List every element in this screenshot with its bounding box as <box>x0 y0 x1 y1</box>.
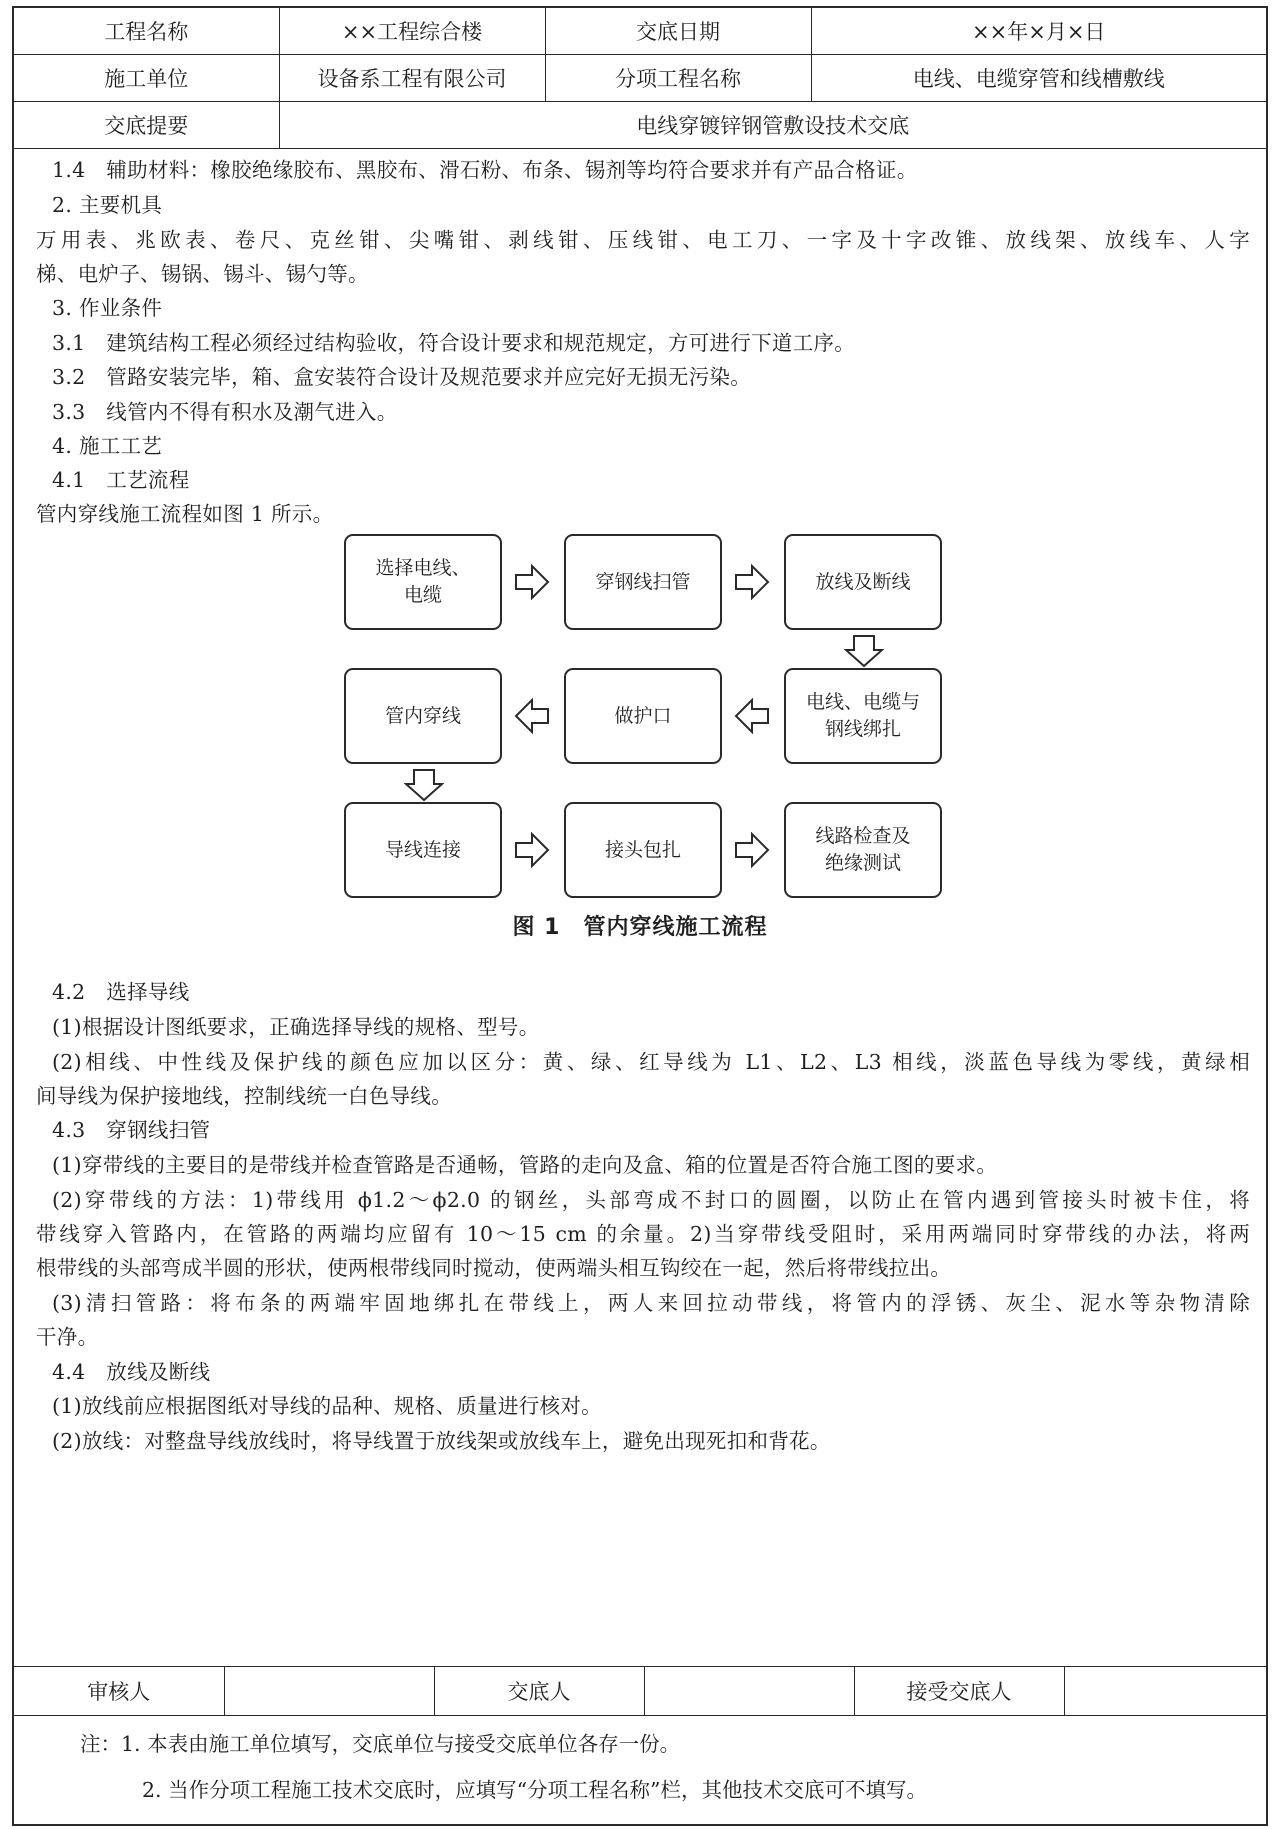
date-value: ××年×月×日 <box>811 8 1266 55</box>
flow-step-payout-cut: 放线及断线 <box>784 534 942 630</box>
body-line: (1)穿带线的主要目的是带线并检查管路是否通畅，管路的走向及盒、箱的位置是否符合施工图的要求。 <box>52 1153 998 1177</box>
flow-step-thread-wire: 管内穿线 <box>344 668 502 764</box>
body-line: 3.1 建筑结构工程必须经过结构验收，符合设计要求和规范规定，方可进行下道工序。 <box>52 331 856 355</box>
flow-step-test-insulation: 线路检查及 绝缘测试 <box>784 802 942 898</box>
flow-step-bind-wire: 电线、电缆与 钢线绑扎 <box>784 668 942 764</box>
note-line-2: 2. 当作分项工程施工技术交底时，应填写“分项工程名称”栏，其他技术交底可不填写。 <box>142 1778 928 1802</box>
body-line: 4.2 选择导线 <box>52 980 190 1004</box>
arrow-right-icon <box>514 832 550 868</box>
body-line: 万用表、兆欧表、卷尺、克丝钳、尖嘴钳、剥线钳、压线钳、电工刀、一字及十字改锥、放线架、放线车、人字 <box>36 228 1250 252</box>
arrow-left-icon <box>514 698 550 734</box>
unit-label: 施工单位 <box>14 55 279 102</box>
disclosure-body <box>14 148 1266 1680</box>
body-line: 4.1 工艺流程 <box>52 468 190 492</box>
body-line: 3.2 管路安装完毕，箱、盒安装符合设计及规范要求并应完好无损无污染。 <box>52 365 752 389</box>
body-line: (2)放线：对整盘导线放线时，将导线置于放线架或放线车上，避免出现死扣和背花。 <box>52 1429 831 1453</box>
body-line: 根带线的头部弯成半圆的形状，使两根带线同时搅动，使两端头相互钩绞在一起，然后将带线拉出。 <box>36 1256 952 1280</box>
body-line: (1)根据设计图纸要求，正确选择导线的规格、型号。 <box>52 1015 540 1039</box>
receiver-label: 接受交底人 <box>854 1667 1064 1716</box>
body-line: 管内穿线施工流程如图 1 所示。 <box>36 502 334 526</box>
body-line: (3)清扫管路：将布条的两端牢固地绑扎在带线上，两人来回拉动带线，将管内的浮锈、灰尘、泥水等杂物清除 <box>52 1291 1250 1315</box>
body-line: 3. 作业条件 <box>52 296 163 320</box>
summary-value: 电线穿镀锌钢管敷设技术交底 <box>279 102 1266 149</box>
body-line: 3.3 线管内不得有积水及潮气进入。 <box>52 400 398 424</box>
unit-value: 设备系工程有限公司 <box>279 55 545 102</box>
presenter-label: 交底人 <box>434 1667 644 1716</box>
body-line: 2. 主要机具 <box>52 193 163 217</box>
date-label: 交底日期 <box>545 8 811 55</box>
flow-step-connect-wire: 导线连接 <box>344 802 502 898</box>
body-line: 4.4 放线及断线 <box>52 1360 211 1384</box>
flow-step-wrap-joint: 接头包扎 <box>564 802 722 898</box>
signature-table <box>14 1666 1266 1716</box>
arrow-down-icon <box>404 768 444 802</box>
project-name-label: 工程名称 <box>14 8 279 55</box>
body-line: 间导线为保护接地线，控制线统一白色导线。 <box>36 1084 452 1108</box>
arrow-down-icon <box>844 634 884 668</box>
body-line: 4. 施工工艺 <box>52 434 163 458</box>
body-line: 1.4 辅助材料：橡胶绝缘胶布、黑胶布、滑石粉、布条、锡剂等均符合要求并有产品合格证。 <box>52 158 918 182</box>
disclosure-form <box>12 6 1268 1826</box>
body-line: 梯、电炉子、锡锅、锡斗、锡勺等。 <box>36 262 369 286</box>
body-line: (2)穿带线的方法：1)带线用 ϕ1.2～ϕ2.0 的钢丝，头部弯成不封口的圆圈，以防止在管内遇到管接头时被卡住，将 <box>52 1188 1250 1212</box>
body-line: 4.3 穿钢线扫管 <box>52 1118 211 1142</box>
reviewer-field[interactable] <box>224 1667 434 1716</box>
header-table <box>14 8 1266 149</box>
project-name-value: ××工程综合楼 <box>279 8 545 55</box>
receiver-field[interactable] <box>1064 1667 1266 1716</box>
flow-step-sweep-pipe: 穿钢线扫管 <box>564 534 722 630</box>
summary-label: 交底提要 <box>14 102 279 149</box>
arrow-right-icon <box>734 832 770 868</box>
arrow-right-icon <box>734 564 770 600</box>
body-line: (2)相线、中性线及保护线的颜色应加以区分：黄、绿、红导线为 L1、L2、L3 相线，淡蓝色导线为零线，黄绿相 <box>52 1050 1250 1074</box>
note-line-1: 注：1. 本表由施工单位填写，交底单位与接受交底单位各存一份。 <box>80 1732 681 1756</box>
body-line: (1)放线前应根据图纸对导线的品种、规格、质量进行核对。 <box>52 1394 602 1418</box>
flow-step-select-wire: 选择电线、 电缆 <box>344 534 502 630</box>
subitem-value: 电线、电缆穿管和线槽敷线 <box>811 55 1266 102</box>
arrow-right-icon <box>514 564 550 600</box>
arrow-left-icon <box>734 698 770 734</box>
body-line: 带线穿入管路内，在管路的两端均应留有 10～15 cm 的余量。2)当穿带线受阻时，采用两端同时穿带线的办法，将两 <box>36 1222 1250 1246</box>
presenter-field[interactable] <box>644 1667 854 1716</box>
subitem-label: 分项工程名称 <box>545 55 811 102</box>
flow-step-bushing: 做护口 <box>564 668 722 764</box>
figure-caption: 图 1 管内穿线施工流程 <box>512 915 768 940</box>
reviewer-label: 审核人 <box>14 1667 224 1716</box>
body-line: 干净。 <box>36 1325 99 1349</box>
